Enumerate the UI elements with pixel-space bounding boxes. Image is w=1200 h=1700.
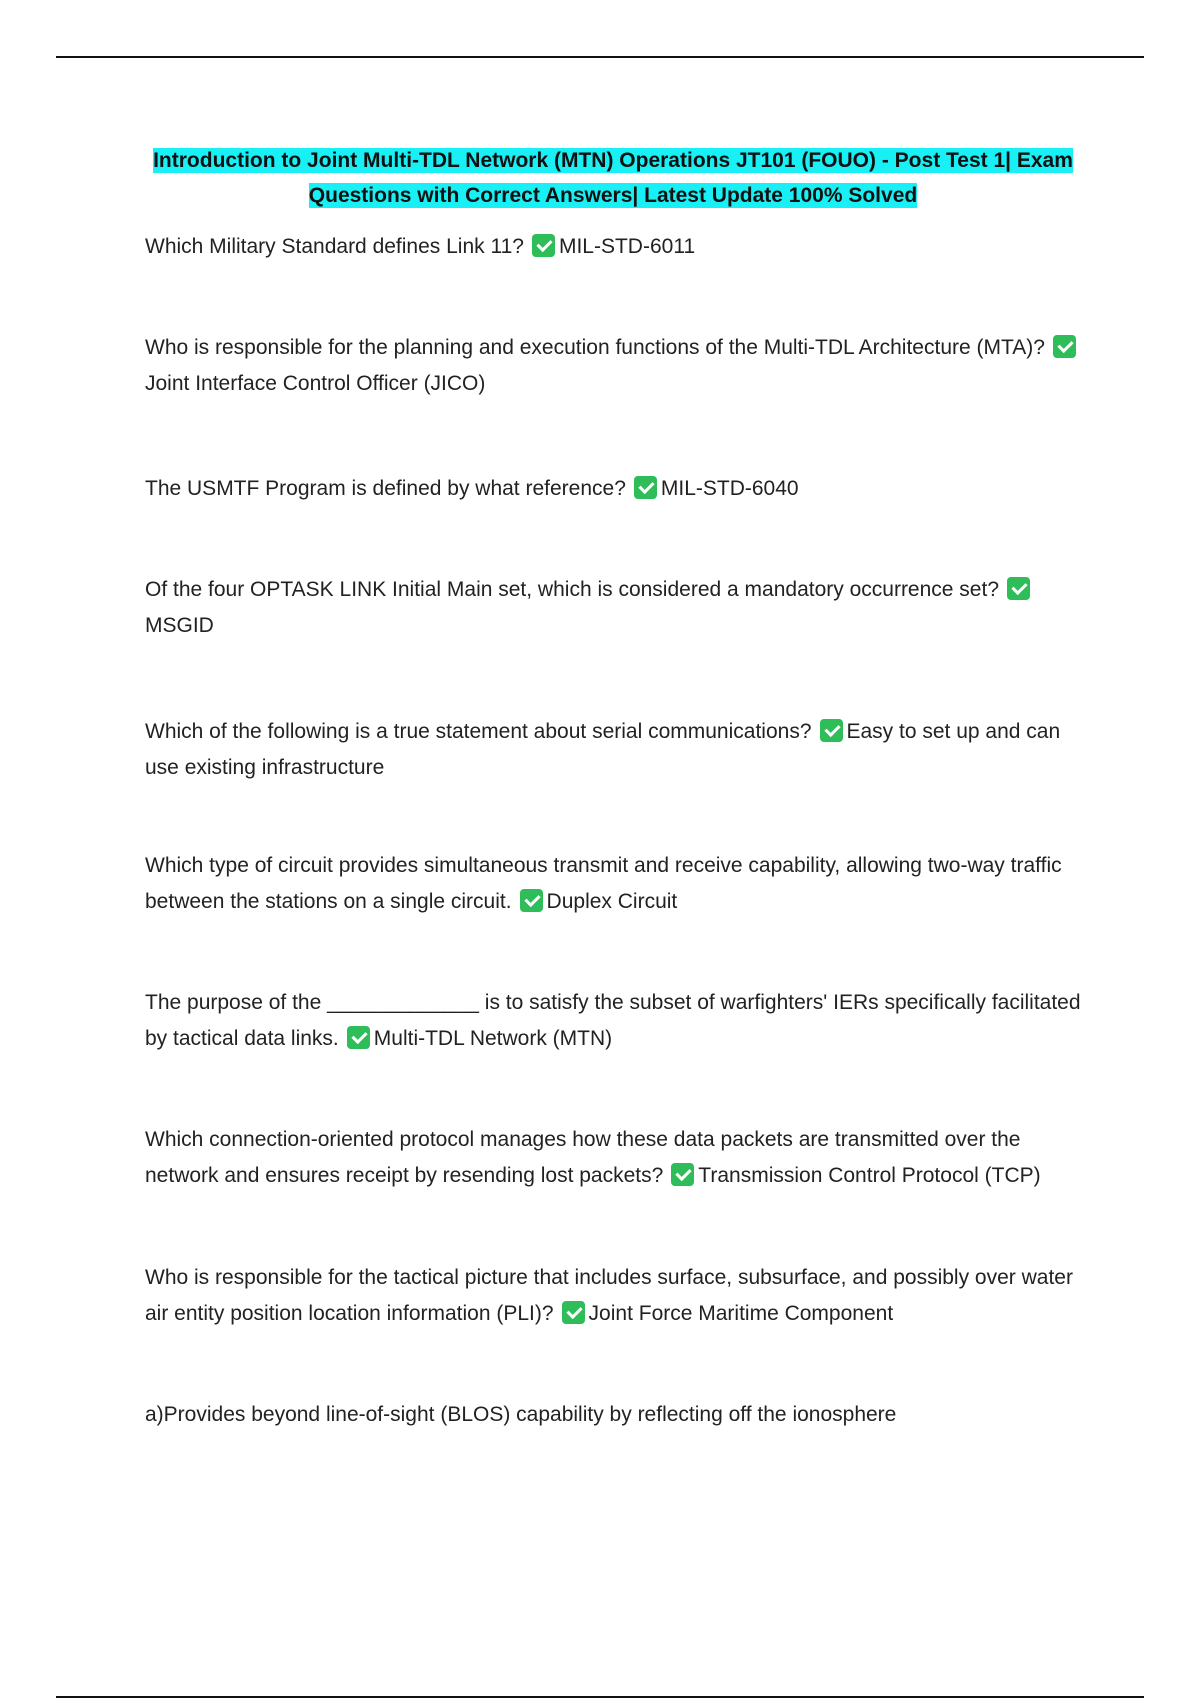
answer-text: Transmission Control Protocol (TCP) [698,1164,1041,1187]
answer-text: MIL-STD-6011 [558,235,696,258]
qa-item-9 [145,1260,1090,1332]
answer-text: Duplex Circuit [546,890,678,913]
title-line-2: Questions with Correct Answers| Latest Update 100% Solved [308,184,918,207]
qa-item-4 [145,572,1090,644]
check-mark-icon [532,234,555,257]
check-mark-icon [820,719,843,742]
qa-item-10 [145,1397,1090,1433]
question-text: a)Provides beyond line-of-sight (BLOS) capability by reflecting off the ionosphere [145,1403,897,1426]
qa-item-5 [145,714,1090,786]
answer-text: Multi-TDL Network (MTN) [373,1027,613,1050]
bottom-divider [56,1696,1144,1698]
check-mark-icon [562,1301,585,1324]
answer-text: Easy to set up and can use existing infrastructure [145,720,1061,779]
answer-text: MIL-STD-6040 [660,477,799,500]
check-mark-icon [347,1026,370,1049]
question-text: Of the four OPTASK LINK Initial Main set, which is considered a mandatory occurrence set? [145,578,999,601]
check-mark-icon [634,476,657,499]
qa-item-6 [145,848,1090,920]
question-text: Who is responsible for the planning and execution functions of the Multi-TDL Architecture (MTA)? [145,336,1045,359]
qa-item-1 [145,229,1090,265]
question-text: The USMTF Program is defined by what reference? [145,477,626,500]
question-text: Which type of circuit provides simultaneous transmit and receive capability, allowing two-way traffic between the stations on a single circuit. [145,854,1062,913]
question-text: Who is responsible for the tactical picture that includes surface, subsurface, and possibly over water air entity position location information (PLI)? [145,1266,1073,1325]
question-text: Which Military Standard defines Link 11? [145,235,524,258]
check-mark-icon [1053,335,1076,358]
check-mark-icon [520,889,543,912]
answer-text: MSGID [145,614,214,637]
check-mark-icon [671,1163,694,1186]
check-mark-icon [1007,577,1030,600]
document-title [140,143,1086,213]
qa-item-7 [145,985,1090,1057]
question-text: The purpose of the _____________ is to satisfy the subset of warfighters' IERs specifically facilitated by tactical data links. [145,991,1081,1050]
top-divider [56,56,1144,58]
qa-item-8 [145,1122,1090,1194]
question-text: Which of the following is a true statement about serial communications? [145,720,812,743]
question-text: Which connection-oriented protocol manages how these data packets are transmitted over the network and ensures receipt by resending lost packets? [145,1128,1021,1187]
qa-item-2 [145,330,1090,402]
qa-item-3 [145,471,1090,507]
answer-text: Joint Interface Control Officer (JICO) [145,372,486,395]
answer-text: Joint Force Maritime Component [588,1302,894,1325]
title-line-1: Introduction to Joint Multi-TDL Network (MTN) Operations JT101 (FOUO) - Post Test 1| Exam [153,149,1073,172]
